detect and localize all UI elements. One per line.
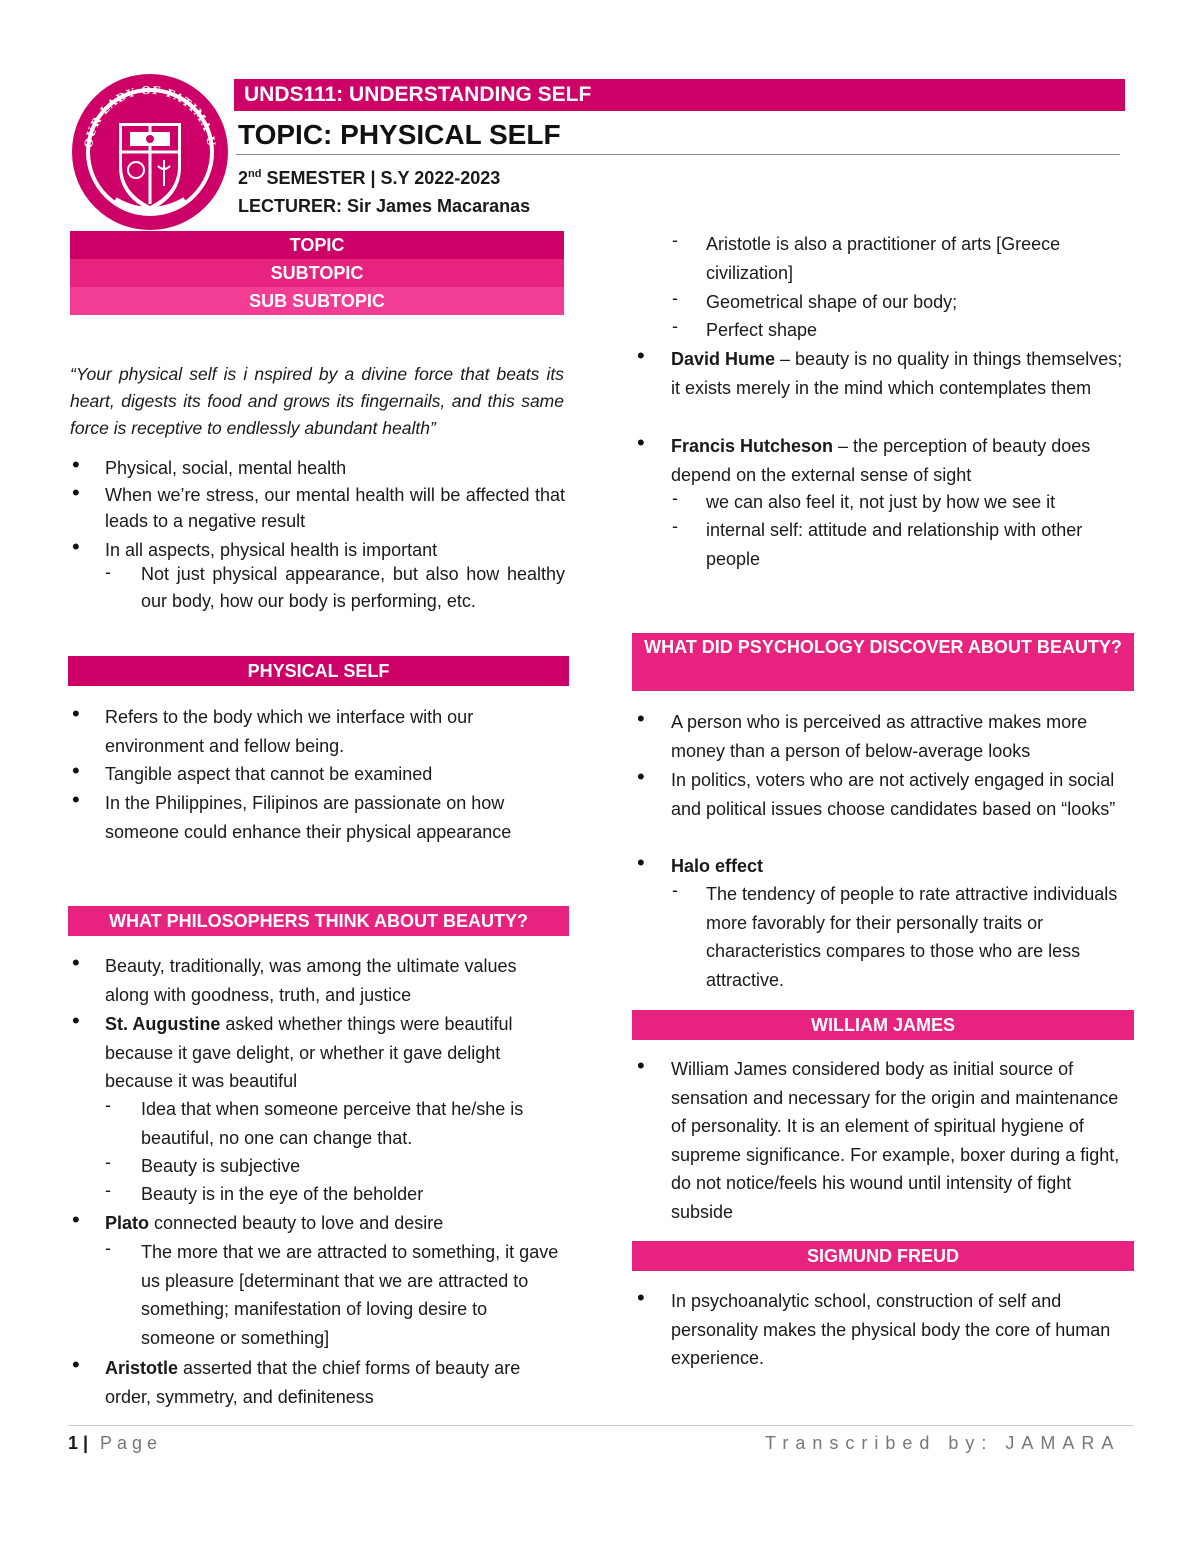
section-heading-william-james: WILLIAM JAMES — [632, 1010, 1134, 1040]
page-number: 1 | — [68, 1433, 89, 1453]
semester-line: 2nd SEMESTER | S.Y 2022-2023 — [238, 168, 501, 188]
list-item: Tangible aspect that cannot be examined — [105, 764, 433, 784]
bullet-icon — [72, 549, 82, 559]
sub-list-item: Beauty is in the eye of the beholder — [141, 1184, 424, 1204]
list-item: In all aspects, physical health is important — [105, 540, 438, 560]
title-divider — [236, 154, 1120, 155]
university-seal-logo — [70, 72, 230, 232]
sub-list-item: The tendency of people to rate attractive individuals more favorably for their personally traits or characteristics compares to those who are less attractive. — [706, 884, 1118, 990]
bullet-icon — [72, 495, 82, 505]
list-item: When we’re stress, our mental health will be affected that leads to a negative result — [105, 485, 565, 531]
bullet-icon — [72, 965, 82, 975]
course-title-bar: UNDS111: UNDERSTANDING SELF — [234, 79, 1125, 111]
bullet-icon — [72, 1023, 82, 1033]
bullet-icon — [637, 865, 647, 875]
legend-subsubtopic: SUB SUBTOPIC — [70, 287, 564, 315]
bullet-icon — [637, 358, 647, 368]
legend-topic: TOPIC — [70, 231, 564, 259]
section-heading-sigmund-freud: SIGMUND FREUD — [632, 1241, 1134, 1271]
list-item-hutcheson: Francis Hutcheson – the perception of beauty does depend on the external sense of sight — [671, 436, 1091, 485]
list-item-halo-effect: Halo effect — [671, 856, 764, 876]
seal-text: OUR LADY OF FATIMA U — [81, 83, 218, 149]
bullet-icon — [637, 1300, 647, 1310]
sub-list-item: Aristotle is also a practitioner of arts [Greece civilization] — [706, 234, 1061, 283]
list-item: Physical, social, mental health — [105, 458, 347, 478]
sub-list-item: Geometrical shape of our body; — [706, 292, 958, 312]
topic-title: TOPIC: PHYSICAL SELF — [238, 119, 561, 150]
sub-list-item: Beauty is subjective — [141, 1156, 301, 1176]
list-item: Refers to the body which we interface with our environment and fellow being. — [105, 707, 474, 756]
list-item: A person who is perceived as attractive makes more money than a person of below-average looks — [671, 712, 1088, 761]
bullet-icon — [637, 445, 647, 455]
section-heading-physical-self: PHYSICAL SELF — [68, 656, 569, 686]
bullet-icon — [72, 716, 82, 726]
list-item: In the Philippines, Filipinos are passionate on how someone could enhance their physical appearance — [105, 793, 512, 842]
bullet-icon — [637, 779, 647, 789]
section-heading-philosophers: WHAT PHILOSOPHERS THINK ABOUT BEAUTY? — [68, 906, 569, 936]
bullet-icon — [72, 1367, 82, 1377]
sub-list-item: we can also feel it, not just by how we see it — [706, 492, 1056, 512]
list-item-aristotle: Aristotle asserted that the chief forms of beauty are order, symmetry, and definiteness — [105, 1358, 521, 1407]
list-item: In psychoanalytic school, construction of self and personality makes the physical body the core of human experience. — [671, 1291, 1111, 1368]
sub-list-item: Perfect shape — [706, 320, 818, 340]
bullet-icon — [72, 802, 82, 812]
bullet-icon — [72, 467, 82, 477]
section-heading-psychology: WHAT DID PSYCHOLOGY DISCOVER ABOUT BEAUTY? — [632, 633, 1134, 691]
bullet-icon — [637, 1068, 647, 1078]
sub-list-item: internal self: attitude and relationship with other people — [706, 520, 1083, 569]
list-item: William James considered body as initial source of sensation and necessary for the origin and maintenance of personality. It is an element of spiritual hygiene of supreme significance. For example, boxer during a fight, do not notice/feels his wound until intensity of fight subside — [671, 1059, 1120, 1222]
list-item-augustine: St. Augustine asked whether things were beautiful because it gave delight, or whether it gave delight because it was beautiful — [105, 1014, 513, 1091]
sub-list-item: Idea that when someone perceive that he/she is beautiful, no one can change that. — [141, 1099, 524, 1148]
footer-divider — [68, 1425, 1134, 1426]
bullet-icon — [637, 721, 647, 731]
bullet-icon — [72, 1222, 82, 1232]
list-item: In politics, voters who are not actively engaged in social and political issues choose candidates based on “looks” — [671, 770, 1116, 819]
list-item: Beauty, traditionally, was among the ultimate values along with goodness, truth, and justice — [105, 956, 517, 1005]
bullet-icon — [72, 773, 82, 783]
sub-list-item: Not just physical appearance, but also how healthy our body, how our body is performing, etc. — [141, 564, 565, 611]
page-label: Page — [100, 1433, 163, 1453]
legend-subtopic: SUBTOPIC — [70, 259, 564, 287]
sub-list-item: The more that we are attracted to something, it gave us pleasure [determinant that we are attracted to something; manifestation of loving desire to someone or something] — [141, 1242, 559, 1348]
list-item-plato: Plato connected beauty to love and desire — [105, 1213, 444, 1233]
transcriber-credit: Transcribed by: JAMARA — [765, 1433, 1121, 1453]
opening-quote: “Your physical self is i nspired by a divine force that beats its heart, digests its food and grows its fingernails, and this same force is receptive to endlessly abundant health” — [70, 364, 564, 438]
list-item-hume: David Hume – beauty is no quality in things themselves; it exists merely in the mind which contemplates them — [671, 349, 1123, 398]
lecturer-line: LECTURER: Sir James Macaranas — [238, 196, 531, 216]
